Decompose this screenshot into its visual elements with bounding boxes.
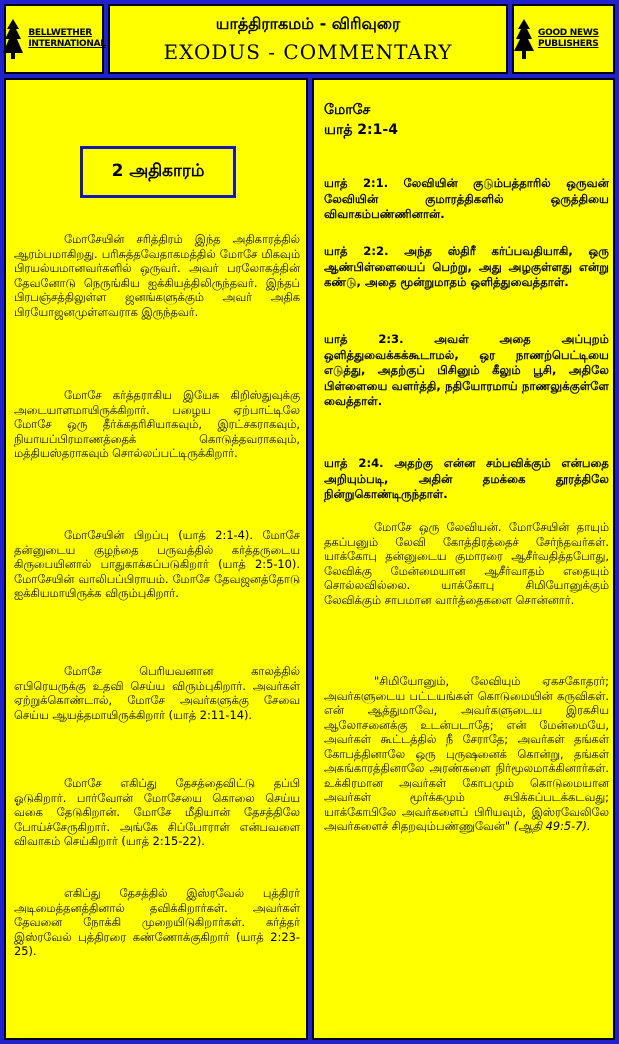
publisher-logo-right [512,4,615,74]
good-news-logo-text: GOOD NEWS PUBLISHERS [538,28,599,49]
chapter-title: 2 அதிகாரம் [80,146,236,198]
bellwether-logo-text: BELLWETHER INTERNATIONAL [28,28,106,49]
verse-2-3: யாத் 2:3. அவள் அதை அப்புறம் ஒளித்துவைக்கக்கூடாமல், ஒர நாணற்பெட்டியை எடுத்து, அதற்குப் பிசினும் கீலும் பூசி, அதிலே பிள்ளையை வளர்த்தி, நதியோரமாய் நாணலுக்குள்ளே வைத்தாள். [324,332,609,408]
verse-2-2: யாத் 2:2. அந்த ஸ்திரீ கர்ப்பவதியாகி, ஒரு ஆண்பிள்ளையைப் பெற்று, அது அழகுள்ளது என்று கண்டு, அதை மூன்றுமாதம் ஒளித்துவைத்தாள். [324,244,609,289]
genesis-quote [324,674,609,834]
section-heading [324,100,398,140]
genesis-quote-reference: (ஆதி 49:5-7). [513,819,591,833]
left-column [4,78,308,1040]
levi-paragraph: மோசே ஒரு லேவியன். மோசேயின் தாயும் தகப்பனும் லேவி கோத்திரத்தைச் சேர்ந்தவர்கள். யாக்கோபு தன்னுடைய குமாரரை ஆசீர்வதித்தபோது, லேவிக்கு மேன்மையான ஆசீர்வாதம் எதையும் சொல்லவில்லை. யாக்கோபு சிமியோனுக்கும் லேவிக்கும் சாபமான வார்த்தைகளை சொன்னார். [324,520,609,607]
title-english: EXODUS - COMMENTARY [163,40,453,64]
adulthood-paragraph: மோசே பெரியவனான காலத்தில் எபிரெயருக்கு உதவி செய்ய விரும்புகிறார். அவர்கள் ஏற்றுக்கொண்டால், மோசே அவர்களுக்கு சேவை செய்ய ஆயத்தமாயிருக்கிறார் (யாத் 2:11-14). [14,664,300,722]
intro-paragraph: மோசேயின் சரித்திரம் இந்த அதிகாரத்தில் ஆரம்பமாகிறது. பரிசுத்தவேதாகமத்தில் மோசே மிகவும் பிரயல்யமானவர்களில் ஒருவர். அவர் பரலோகத்தின் தேவனோடு நெருங்கிய ஐக்கியத்திலிருந்தவர். இந்தப் பிரபஞ்சத்திலுள்ள ஜனங்களுக்கும் அவர் அதிக பிரயோஜனமுள்ளவராக இருந்தவர். [14,232,300,319]
flight-paragraph: மோசே எகிப்து தேசத்தைவிட்டு தப்பி ஓடுகிறார். பார்வோன் மோசேயை கொலை செய்ய வகை தேடுகிறான். மோசே மீதியான் தேசத்திலே போய்ச்சேருகிறார். அங்கே சிப்போராள் என்பவளை விவாகம் செய்கிறார் (யாத் 2:15-22). [14,776,300,848]
section-heading-name: மோசே [324,102,371,118]
page-header [108,4,508,74]
bondage-paragraph: எகிப்து தேசத்தில் இஸ்ரவேல் புத்திரர் அடிமைத்தனத்தினால் தவிக்கிறார்கள். அவர்கள் தேவனை நோக்கி முறையிடுகிறார்கள். கர்த்தர் இஸ்ரவேல் புத்திரரை கண்ணோக்குகிறார் (யாத் 2:23-25). [14,886,300,958]
verse-2-4: யாத் 2:4. அதற்கு என்ன சம்பவிக்கும் என்பதை அறியும்படி, அதின் தமக்கை தூரத்திலே நின்றுகொண்டிருந்தாள். [324,456,609,501]
section-heading-reference: யாத் 2:1-4 [324,122,398,138]
verse-2-1: யாத் 2:1. லேவியின் குடும்பத்தாரில் ஒருவன் லேவியின் குமாரத்திகளில் ஒருத்தியை விவாகம்பண்ணினான். [324,176,609,221]
birth-paragraph: மோசேயின் பிறப்பு (யாத் 2:1-4). மோசே தன்னுடைய குழந்தை பருவத்தில் கர்த்தருடைய கிருபையினால் பாதுகாக்கப்படுகிறார் (யாத் 2:5-10). மோசேயின் வாலிபப்பிராயம். மோசே தேவஜனத்தோடு ஐக்கியமாயிருக்க விரும்புகிறார். [14,528,300,600]
type-of-christ-paragraph: மோசே கர்த்தராகிய இயேசு கிறிஸ்துவுக்கு அடையாளமாயிருக்கிறார். பழைய ஏற்பாட்டிலே மோசே ஒரு தீர்க்கதரிசியாகவும், இரட்சகராகவும், நியாயப்பிரமாணத்தைக் கொடுத்தவராகவும், மத்தியஸ்தராகவும் சொல்லப்பட்டிருக்கிறார். [14,388,300,460]
bellwether-sheep-icon [2,17,24,61]
right-column [312,78,615,1040]
publisher-logo-left [4,4,104,74]
genesis-quote-text: "சிமியோனும், லேவியும் ஏகசகோதரர்; அவர்களுடைய பட்டயங்கள் கொடுமையின் கருவிகள். என் ஆத்துமாவே, அவர்களுடைய இரகசிய ஆலோசனைக்கு உடன்படாதே; என் மேன்மையே, அவர்கள் கூட்டத்தில் நீ சேராதே; அவர்கள் தங்கள் கோபத்தினாலே ஒரு புருஷனைக் கொன்று, தங்கள் அகங்காரத்தினாலே அரண்களை நிர்மூலமாக்கினார்கள். உக்கிரமான அவர்கள் கோபமும் கொடுமையான அவர்கள் மூர்க்கமும் சபிக்கப்படக்கடவது; யாக்கோபிலே அவர்களைப் பிரியவும், இஸ்ரவேலிலே அவர்களைச் சிதறவும்பண்ணுவேன்" [324,674,609,833]
title-tamil: யாத்திராகமம் - விரிவுரை [215,14,401,33]
good-news-tree-icon [514,17,534,61]
